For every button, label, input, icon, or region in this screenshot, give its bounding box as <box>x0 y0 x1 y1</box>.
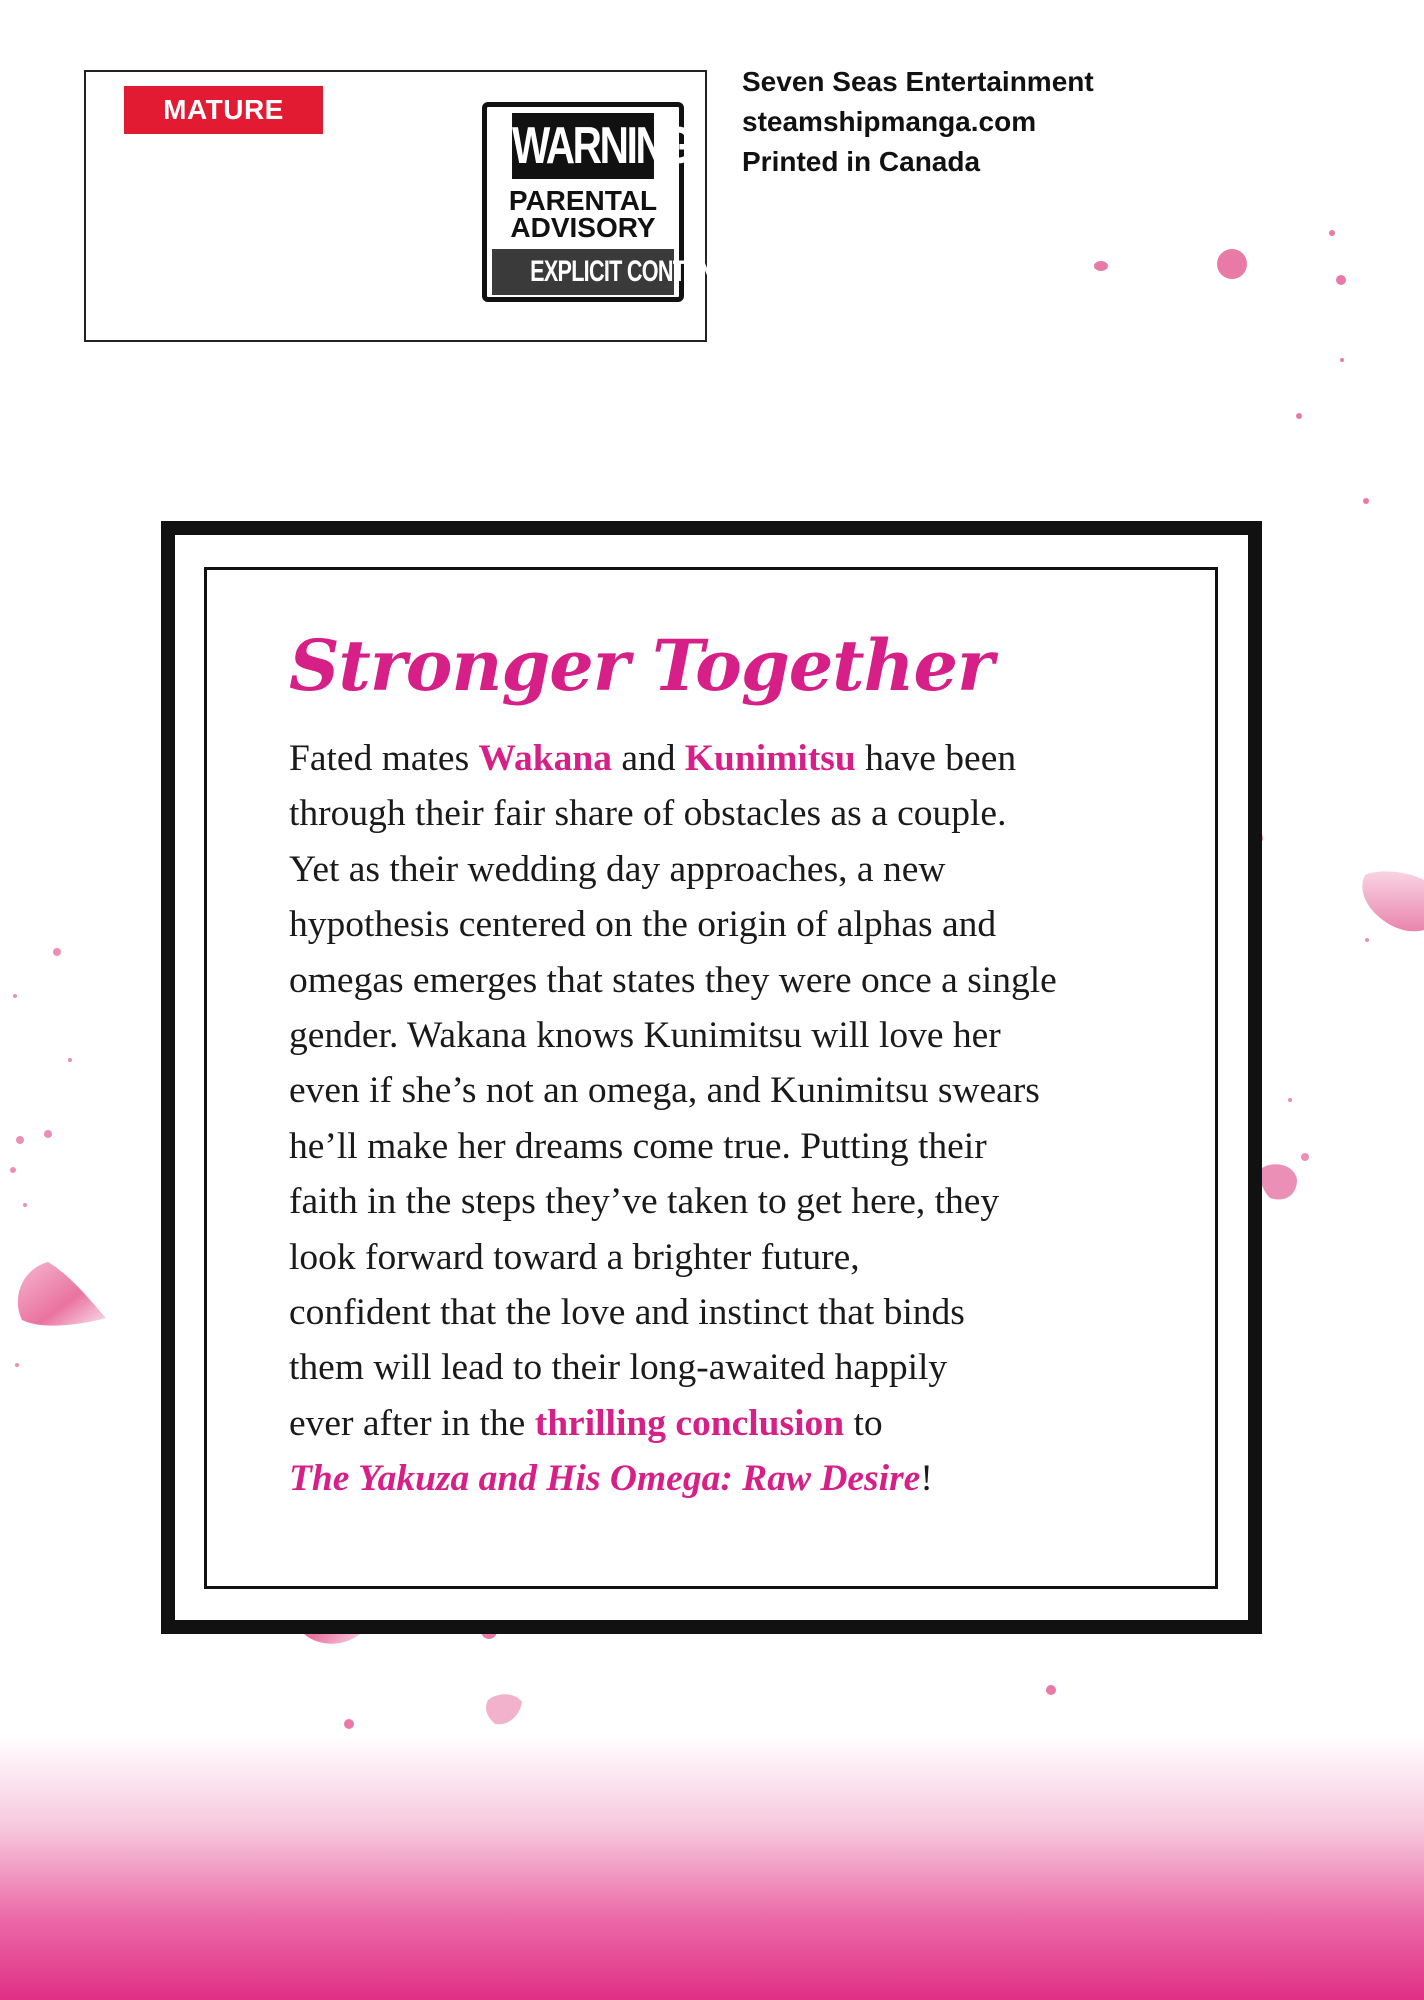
blurb-segment: even if she’s not an omega, and Kunimitsu swears <box>289 1070 1040 1112</box>
blurb-segment: to <box>844 1402 883 1444</box>
blurb-line <box>289 897 1169 952</box>
blurb-line <box>289 1119 1169 1174</box>
blurb-title: Stronger Together <box>289 624 993 707</box>
blurb-line <box>289 1340 1169 1395</box>
blurb-segment: hypothesis centered on the origin of alphas and <box>289 904 997 946</box>
blurb-line <box>289 1451 1169 1506</box>
blurb-segment: ever after in the <box>289 1402 535 1444</box>
blurb-highlight: The Yakuza and His Omega: Raw Desire <box>289 1458 921 1500</box>
blurb-segment: gender. Wakana knows Kunimitsu will love her <box>289 1015 1001 1057</box>
blurb-segment: ! <box>920 1458 933 1500</box>
publisher-website: steamshipmanga.com <box>742 106 1037 137</box>
blurb-segment: he’ll make her dreams come true. Putting their <box>289 1125 987 1167</box>
blurb-line <box>289 1396 1169 1451</box>
blurb-segment: confident that the love and instinct that binds <box>289 1292 965 1334</box>
blurb-segment: omegas emerges that states they were once a single <box>289 959 1057 1001</box>
blurb-text <box>289 731 1169 1507</box>
advisory-explicit-text: EXPLICIT CONTENT <box>492 249 674 295</box>
advisory-warning-text: WARNING <box>512 113 654 179</box>
mature-rating-badge: MATURE <box>124 86 323 134</box>
blurb-segment: them will lead to their long-awaited happily <box>289 1347 948 1389</box>
blurb-line <box>289 786 1169 841</box>
petal-top-right <box>1362 871 1424 931</box>
blurb-segment: and <box>611 738 685 779</box>
blurb-highlight: Kunimitsu <box>684 738 856 779</box>
blurb-segment: have been <box>855 738 1017 779</box>
blurb-line <box>289 1174 1169 1229</box>
blurb-highlight: thrilling conclusion <box>534 1402 845 1444</box>
blurb-line <box>289 1063 1169 1118</box>
blurb-highlight: Wakana <box>478 738 612 779</box>
blurb-segment: through their fair share of obstacles as a couple. <box>289 793 1007 835</box>
publisher-name: Seven Seas Entertainment <box>742 66 1094 97</box>
advisory-parental-text: PARENTAL <box>508 185 658 216</box>
publisher-info <box>742 62 1094 182</box>
parental-advisory-label <box>482 102 727 302</box>
blurb-line <box>289 1230 1169 1285</box>
blurb-line <box>289 842 1169 897</box>
rating-info-box <box>84 70 727 342</box>
blurb-segment: Fated mates <box>289 738 479 779</box>
blurb-segment: faith in the steps they’ve taken to get here, they <box>289 1181 1000 1223</box>
printed-location: Printed in Canada <box>742 146 981 177</box>
blurb-segment: look forward toward a brighter future, <box>289 1236 860 1278</box>
blurb-line <box>289 1008 1169 1063</box>
blurb-line <box>289 1285 1169 1340</box>
blurb-line <box>289 953 1169 1008</box>
advisory-advisory-text: ADVISORY <box>510 212 656 243</box>
pink-gradient-band <box>0 1735 1424 2000</box>
blurb-segment: Yet as their wedding day approaches, a new <box>289 848 946 890</box>
petal-left <box>18 1262 106 1326</box>
blurb-line <box>289 731 1169 786</box>
